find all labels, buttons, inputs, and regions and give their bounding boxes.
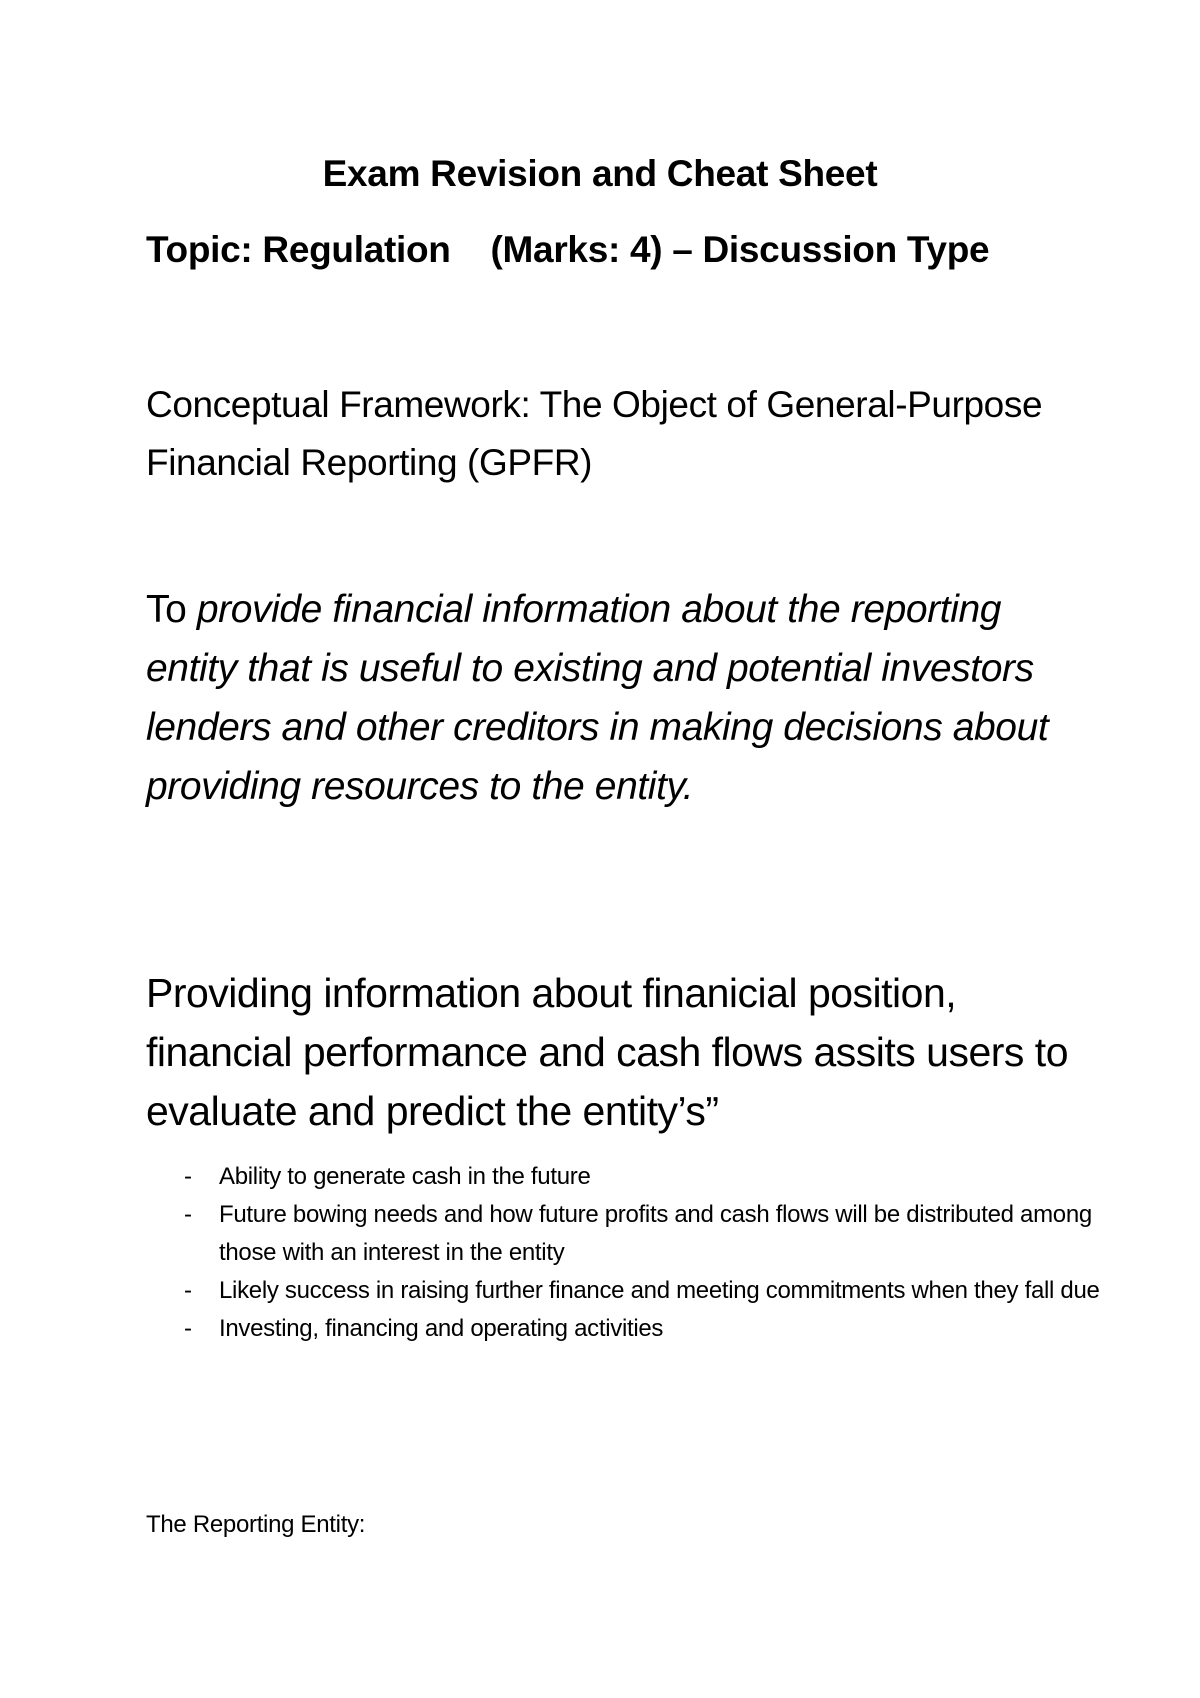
topic-line: Topic: Regulation (Marks: 4) – Discussion Type: [146, 229, 990, 270]
objective-lead-word: To: [146, 588, 187, 631]
list-item: [146, 1310, 1106, 1348]
objective-text: provide financial information about the reporting entity that is useful to existing and potential investors lenders and other creditors in making decisions about providing resources to the entity.: [146, 588, 1049, 808]
bullet-dash: -: [184, 1201, 192, 1228]
list-item-text: Future bowing needs and how future profits and cash flows will be distributed among those with an interest in the entity: [219, 1201, 1092, 1266]
bullet-dash: -: [184, 1163, 192, 1190]
list-item: [146, 1196, 1106, 1272]
bullet-dash: -: [184, 1277, 192, 1304]
bullet-dash: -: [184, 1315, 192, 1342]
list-item: [146, 1272, 1106, 1310]
list-item-text: Likely success in raising further finance and meeting commitments when they fall due: [219, 1277, 1100, 1304]
reporting-entity-heading: The Reporting Entity:: [146, 1511, 366, 1538]
bullet-list: [146, 1158, 1106, 1348]
providing-information-paragraph: Providing information about finanicial position, financial performance and cash flows assits users to evaluate and predict the entity’s”: [146, 970, 1069, 1134]
list-item-text: Ability to generate cash in the future: [219, 1163, 591, 1190]
document-title: Exam Revision and Cheat Sheet: [322, 153, 878, 194]
framework-heading: Conceptual Framework: The Object of General-Purpose Financial Reporting (GPFR): [146, 384, 1043, 483]
list-item-text: Investing, financing and operating activities: [219, 1315, 664, 1342]
list-item: [146, 1158, 1106, 1196]
gpfr-objective-paragraph: [146, 580, 1096, 816]
